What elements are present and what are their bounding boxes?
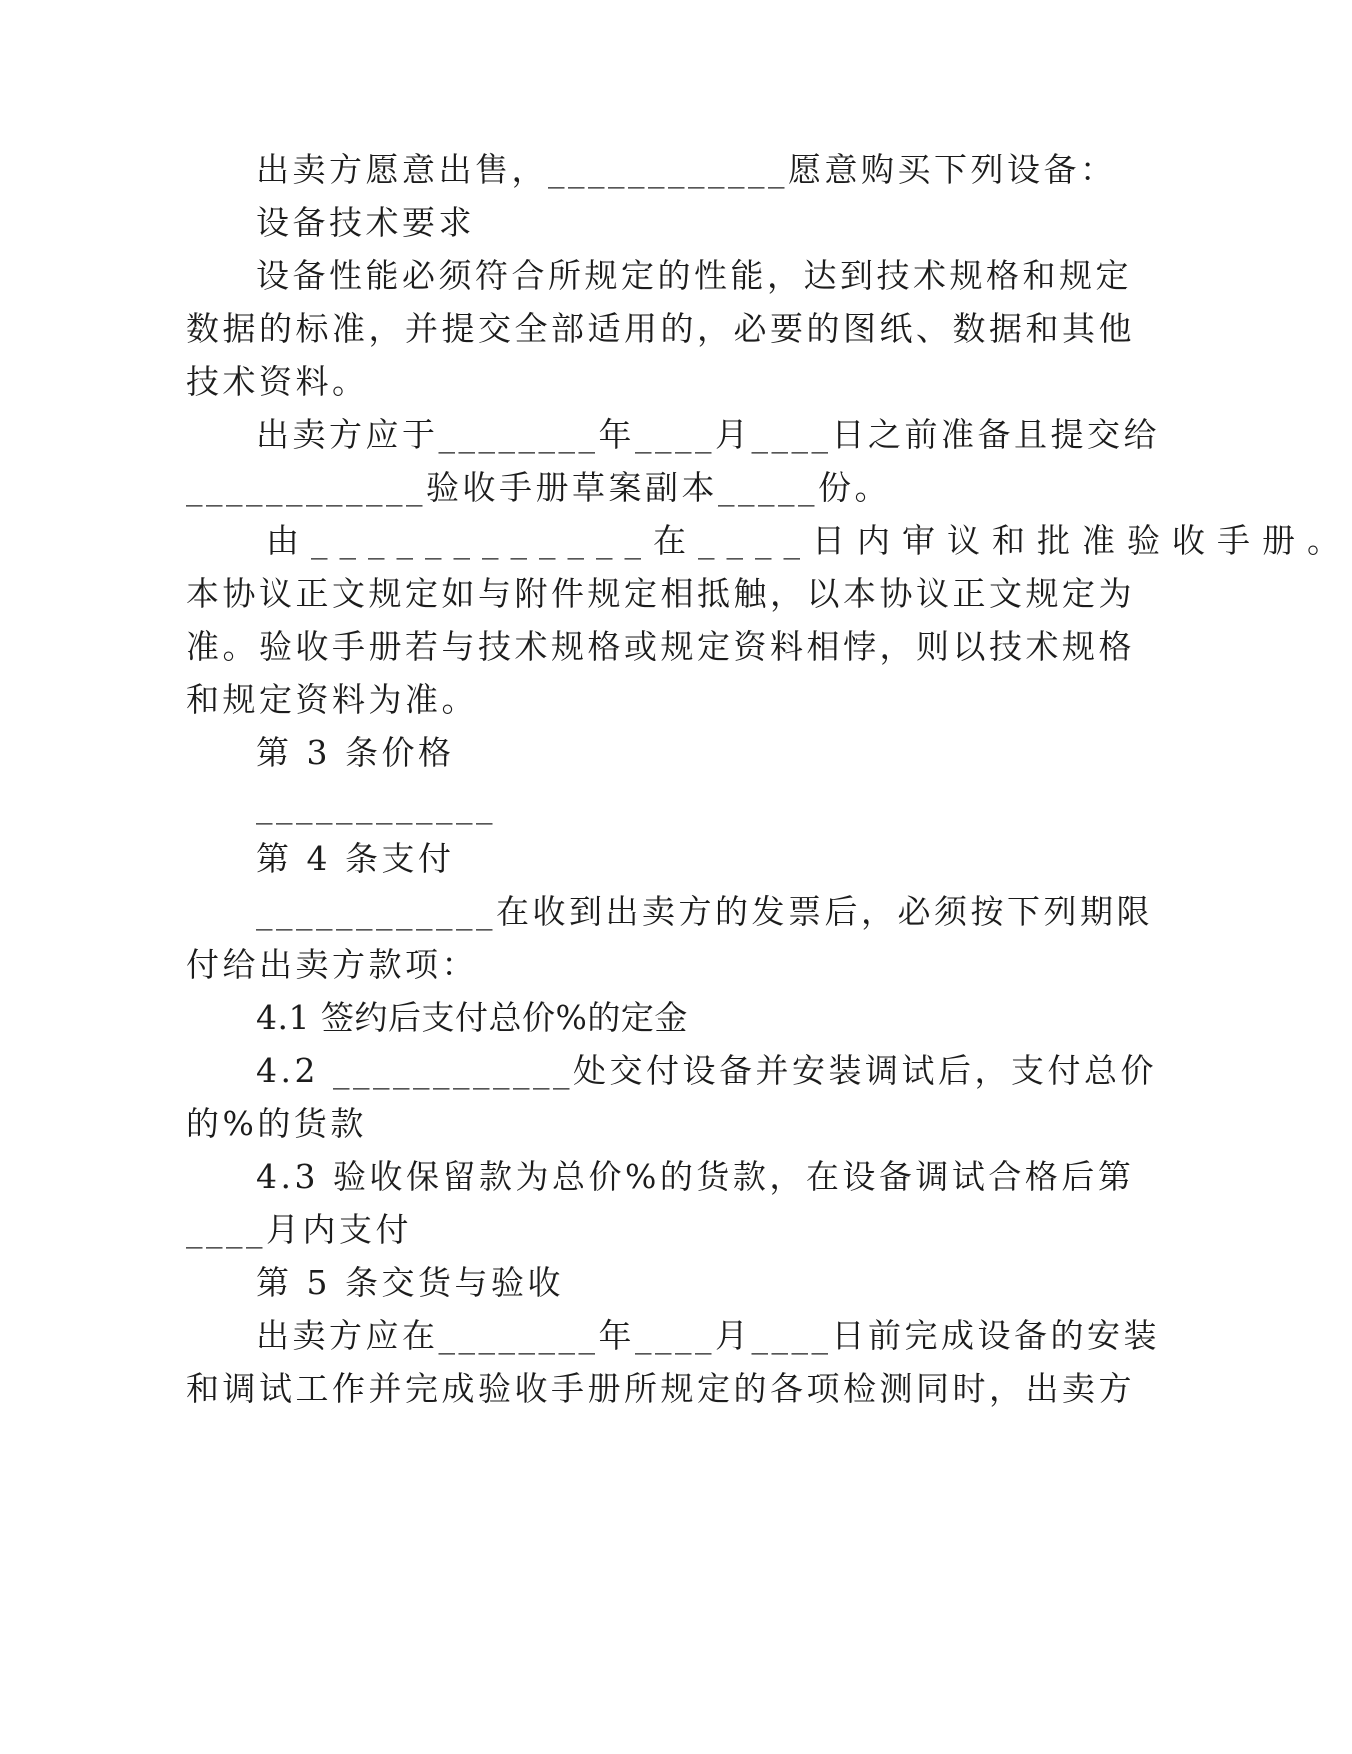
clause-4-2-line2: 的%的货款: [186, 1104, 367, 1143]
heading-article-4-payment: 第 4 条支付: [256, 839, 455, 878]
paragraph-payment-line1: ____________在收到出卖方的发票后，必须按下列期限: [256, 892, 1153, 931]
clause-4-3-line1: 4.3 验收保留款为总价%的货款，在设备调试合格后第: [256, 1157, 1135, 1196]
paragraph-review-line3: 准。验收手册若与技术规格或规定资料相悖，则以技术规格: [186, 627, 1135, 666]
clause-4-3-line2: ____月内支付: [186, 1210, 412, 1249]
paragraph-performance-line2: 数据的标准，并提交全部适用的，必要的图纸、数据和其他: [186, 309, 1135, 348]
clause-4-2-line1: 4.2 ____________处交付设备并安装调试后，支付总价: [256, 1051, 1157, 1090]
paragraph-performance-line1: 设备性能必须符合所规定的性能，达到技术规格和规定: [256, 256, 1132, 295]
paragraph-payment-line2: 付给出卖方款项：: [186, 945, 478, 984]
paragraph-seller-deadline-line2: ____________验收手册草案副本_____份。: [186, 468, 891, 507]
paragraph-delivery-line2: 和调试工作并完成验收手册所规定的各项检测同时，出卖方: [186, 1369, 1135, 1408]
paragraph-performance-line3: 技术资料。: [186, 362, 369, 401]
clause-4-1: 4.1 签约后支付总价%的定金: [256, 998, 688, 1037]
heading-technical-requirements: 设备技术要求: [256, 203, 475, 242]
paragraph-review-line4: 和规定资料为准。: [186, 680, 478, 719]
heading-article-3-price: 第 3 条价格: [256, 733, 455, 772]
paragraph-seller-deadline-line1: 出卖方应于________年____月____日之前准备且提交给: [256, 415, 1160, 454]
paragraph-review-line1: 由____________在____日内审议和批准验收手册。: [266, 521, 1352, 560]
heading-article-5-delivery: 第 5 条交货与验收: [256, 1263, 564, 1302]
paragraph-delivery-line1: 出卖方应在________年____月____日前完成设备的安装: [256, 1316, 1160, 1355]
paragraph-review-line2: 本协议正文规定如与附件规定相抵触，以本协议正文规定为: [186, 574, 1135, 613]
price-blank: ____________: [256, 786, 496, 825]
paragraph-sale-intent: 出卖方愿意出售，____________愿意购买下列设备：: [256, 150, 1117, 189]
